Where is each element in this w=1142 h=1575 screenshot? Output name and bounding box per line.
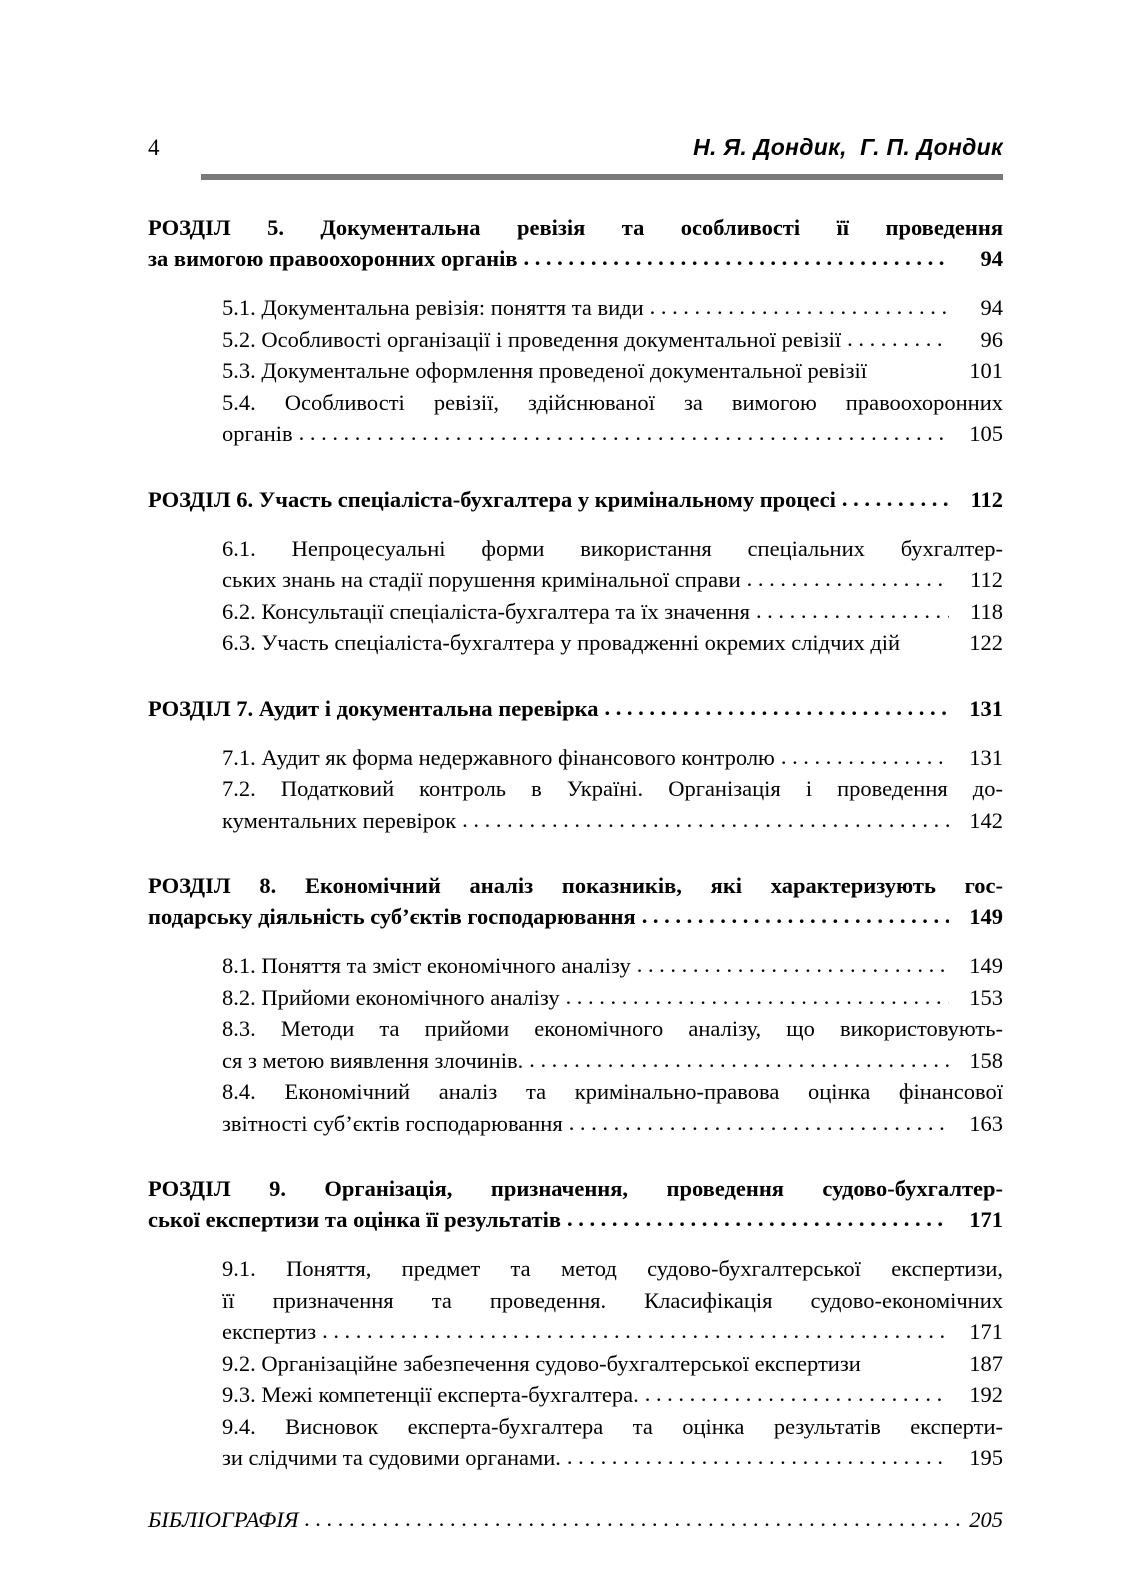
chapter-page-number: 171 bbox=[969, 1207, 1003, 1232]
bibliography-label: БІБЛІОГРАФІЯ bbox=[148, 1506, 299, 1532]
subsection-list bbox=[148, 292, 1003, 450]
toc-block bbox=[148, 693, 1003, 837]
toc-entry[interactable] bbox=[222, 533, 1003, 596]
chapter-page-number: 94 bbox=[980, 246, 1003, 271]
toc-entry-wrap-line: 8.3. Методи та прийоми економічного аналізу, що використовують- bbox=[222, 1016, 1003, 1041]
chapter-heading[interactable] bbox=[148, 693, 1003, 724]
toc-entry-page: 142 bbox=[969, 807, 1003, 833]
toc-entry[interactable] bbox=[222, 982, 1003, 1014]
dot-leader bbox=[756, 595, 949, 627]
dot-leader bbox=[645, 1378, 949, 1410]
toc-block bbox=[148, 484, 1003, 659]
toc-entry-label: зи слідчими та судовими органами. bbox=[222, 1445, 561, 1470]
table-of-contents bbox=[148, 212, 1003, 1535]
dot-leader bbox=[462, 804, 949, 836]
dot-leader bbox=[642, 900, 949, 931]
toc-entry-page: 112 bbox=[970, 567, 1003, 592]
toc-entry-page: 195 bbox=[969, 1445, 1003, 1470]
dot-leader bbox=[847, 323, 949, 355]
block-spacer bbox=[148, 450, 1003, 484]
chapter-heading[interactable] bbox=[148, 870, 1003, 932]
toc-entry-page: 96 bbox=[980, 326, 1003, 352]
dot-leader bbox=[650, 291, 949, 323]
toc-entry[interactable] bbox=[222, 387, 1003, 450]
toc-entry-page: 187 bbox=[969, 1350, 1003, 1376]
chapter-page-number: 149 bbox=[969, 904, 1003, 929]
toc-entry[interactable] bbox=[222, 1013, 1003, 1076]
toc-entry-label: експертиз bbox=[222, 1319, 317, 1344]
toc-entry-page: 131 bbox=[969, 744, 1003, 770]
dot-leader bbox=[566, 981, 949, 1013]
toc-entry-label: 7.1. Аудит як форма недержавного фінансового контролю bbox=[222, 744, 775, 770]
toc-entry-page: 101 bbox=[969, 358, 1003, 383]
bibliography-entry[interactable] bbox=[148, 1504, 1003, 1536]
toc-entry-label: 9.3. Межі компетенції експерта-бухгалтера. bbox=[222, 1382, 639, 1407]
toc-entry-label: звітності суб’єктів господарювання bbox=[222, 1110, 563, 1136]
running-head bbox=[148, 136, 1003, 159]
toc-entry-page: 171 bbox=[969, 1319, 1003, 1344]
dot-leader bbox=[322, 1315, 949, 1347]
chapter-heading-line2: за вимогою правоохоронних органів bbox=[148, 246, 518, 271]
toc-entry-wrap-line: 6.1. Непроцесуальні форми використання спеціальних бухгалтер- bbox=[222, 535, 1003, 561]
chapter-heading[interactable] bbox=[148, 212, 1003, 274]
chapter-heading-line1: РОЗДІЛ 5. Документальна ревізія та особливості її проведення bbox=[148, 215, 1003, 240]
toc-entry[interactable] bbox=[222, 627, 1003, 659]
subsection-list bbox=[148, 533, 1003, 659]
toc-block bbox=[148, 870, 1003, 1139]
chapter-page-number: 131 bbox=[969, 695, 1003, 721]
toc-entry-page: 192 bbox=[969, 1382, 1003, 1407]
block-spacer bbox=[148, 1139, 1003, 1173]
block-spacer bbox=[148, 659, 1003, 693]
dot-leader bbox=[305, 1503, 964, 1535]
authors-name: Н. Я. Дондик, Г. П. Дондик bbox=[693, 134, 1003, 160]
subsection-list bbox=[148, 742, 1003, 837]
toc-entry-label: 8.1. Поняття та зміст економічного аналізу bbox=[222, 953, 631, 978]
toc-entry[interactable] bbox=[222, 1411, 1003, 1474]
toc-entry-wrap-line: 7.2. Податковий контроль в Україні. Організація і проведення до- bbox=[222, 776, 1003, 801]
toc-entry-page: 153 bbox=[969, 984, 1003, 1010]
toc-entry-page: 158 bbox=[969, 1047, 1003, 1073]
toc-entry-label: кументальних перевірок bbox=[222, 807, 457, 833]
toc-entry-page: 105 bbox=[969, 421, 1003, 446]
toc-entry-label: 5.2. Особливості організації і проведення документальної ревізії bbox=[222, 326, 842, 352]
toc-entry-label: 9.2. Організаційне забезпечення судово-бухгалтерської експертизи bbox=[222, 1350, 861, 1376]
toc-entry[interactable] bbox=[222, 1076, 1003, 1139]
toc-entry[interactable] bbox=[222, 292, 1003, 324]
toc-entry-label: органів bbox=[222, 421, 293, 446]
dot-leader bbox=[747, 563, 949, 595]
toc-entry-page: 163 bbox=[969, 1110, 1003, 1136]
subsection-list bbox=[148, 1253, 1003, 1474]
dot-leader bbox=[529, 1044, 949, 1076]
chapter-heading-line1: РОЗДІЛ 9. Організація, призначення, проведення судово-бухгалтер- bbox=[148, 1176, 1003, 1201]
bibliography-page: 205 bbox=[969, 1506, 1003, 1532]
chapter-page-number: 112 bbox=[970, 486, 1003, 512]
toc-entry-wrap-line: 5.4. Особливості ревізії, здійснюваної за вимогою правоохоронних bbox=[222, 389, 1003, 415]
toc-entry[interactable] bbox=[222, 1253, 1003, 1348]
chapter-heading-line2: ської експертизи та оцінка її результатів bbox=[148, 1207, 561, 1232]
page-folio: 4 bbox=[148, 135, 160, 160]
header-rule bbox=[201, 174, 1003, 180]
toc-entry-label: 5.1. Документальна ревізія: поняття та види bbox=[222, 295, 644, 320]
toc-entry-label: ся з метою виявлення злочинів. bbox=[222, 1047, 524, 1073]
chapter-heading-line2: подарську діяльність суб’єктів господарювання bbox=[148, 904, 636, 929]
toc-entry-label: ських знань на стадії порушення кримінальної справи bbox=[222, 567, 741, 592]
dot-leader bbox=[637, 949, 949, 981]
block-spacer bbox=[148, 836, 1003, 870]
dot-leader bbox=[604, 692, 949, 723]
toc-entry-wrap-line: 9.4. Висновок експерта-бухгалтера та оцінка результатів експерти- bbox=[222, 1413, 1003, 1439]
dot-leader bbox=[523, 242, 949, 273]
toc-entry[interactable] bbox=[222, 773, 1003, 836]
toc-entry-page: 118 bbox=[970, 598, 1003, 624]
toc-entry-wrap-line: 9.1. Поняття, предмет та метод судово-бухгалтерської експертизи, bbox=[222, 1256, 1003, 1281]
toc-entry-wrap-line: 8.4. Економічний аналіз та кримінально-правова оцінка фінансової bbox=[222, 1079, 1003, 1104]
toc-entry[interactable] bbox=[222, 950, 1003, 982]
dot-leader bbox=[569, 1107, 949, 1139]
toc-entry-page: 94 bbox=[980, 295, 1003, 320]
dot-leader bbox=[567, 1441, 949, 1473]
toc-entry-page: 122 bbox=[969, 630, 1003, 655]
toc-entry[interactable] bbox=[222, 1348, 1003, 1380]
dot-leader bbox=[299, 417, 949, 449]
dot-leader bbox=[567, 1203, 949, 1234]
toc-entry-wrap-line-2: її призначення та проведення. Класифікація судово-економічних bbox=[222, 1287, 1003, 1313]
dot-leader bbox=[842, 483, 949, 514]
chapter-heading[interactable] bbox=[148, 484, 1003, 515]
toc-entry-label: 8.2. Прийоми економічного аналізу bbox=[222, 984, 560, 1010]
chapter-heading-line1: РОЗДІЛ 6. Участь спеціаліста-бухгалтера у кримінальному процесі bbox=[148, 486, 836, 512]
toc-entry-label: 5.3. Документальне оформлення проведеної документальної ревізії bbox=[222, 358, 868, 383]
toc-entry[interactable] bbox=[222, 596, 1003, 628]
toc-entry-label: 6.2. Консультації спеціаліста-бухгалтера та їх значення bbox=[222, 598, 750, 624]
toc-entry[interactable] bbox=[222, 324, 1003, 356]
toc-entry-page: 149 bbox=[969, 953, 1003, 978]
toc-block bbox=[148, 212, 1003, 450]
chapter-heading-line1: РОЗДІЛ 7. Аудит і документальна перевірка bbox=[148, 695, 599, 721]
toc-entry-label: 6.3. Участь спеціаліста-бухгалтера у провадженні окремих слідчих дій bbox=[222, 630, 901, 655]
subsection-list bbox=[148, 950, 1003, 1139]
chapter-heading-line1: РОЗДІЛ 8. Економічний аналіз показників, які характеризують гос- bbox=[148, 873, 1003, 898]
toc-entry[interactable] bbox=[222, 1379, 1003, 1411]
toc-block bbox=[148, 1173, 1003, 1474]
toc-entry[interactable] bbox=[222, 355, 1003, 387]
toc-entry[interactable] bbox=[222, 742, 1003, 774]
dot-leader bbox=[781, 741, 949, 773]
chapter-heading[interactable] bbox=[148, 1173, 1003, 1235]
